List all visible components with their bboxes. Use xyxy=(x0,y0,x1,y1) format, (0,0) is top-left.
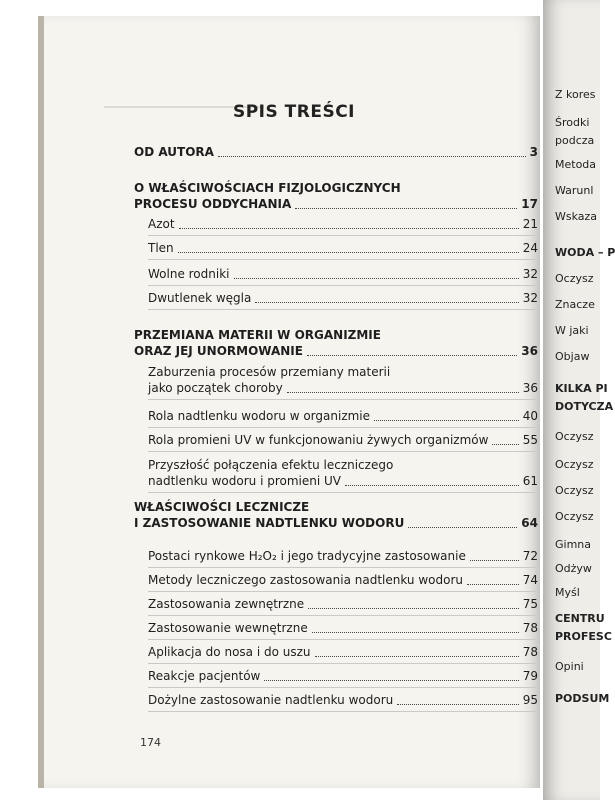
subsection-divider xyxy=(148,427,538,428)
right-page-entry-fragment: Gimna xyxy=(555,538,592,551)
toc-subsection-entry xyxy=(148,364,538,396)
toc-entry-line-continued xyxy=(148,364,538,380)
subsection-divider xyxy=(148,591,538,592)
right-page-entry-fragment: podcza xyxy=(555,134,595,147)
toc-entry-text: Metody leczniczego zastosowania nadtlenku wodoru xyxy=(148,573,463,587)
toc-entry-line xyxy=(148,266,538,282)
toc-page-ref: 64 xyxy=(521,516,538,530)
dot-leader xyxy=(397,704,518,705)
toc-page-ref: 55 xyxy=(522,433,538,447)
toc-subsection-entry xyxy=(148,408,538,424)
toc-entry-line-continued xyxy=(134,180,538,196)
subsection-divider xyxy=(148,663,538,664)
right-page-entry-fragment: Oczysz xyxy=(555,272,594,285)
toc-entry-text: Dwutlenek węgla xyxy=(148,291,252,305)
toc-entry-text: Wolne rodniki xyxy=(148,267,230,281)
toc-entry-line xyxy=(148,380,538,396)
toc-entry-line xyxy=(148,473,538,489)
page-number: 174 xyxy=(140,736,161,749)
toc-entry-line xyxy=(148,596,538,612)
toc-page-ref: 75 xyxy=(522,597,538,611)
subsection-divider xyxy=(148,687,538,688)
toc-page-ref: 78 xyxy=(522,621,538,635)
subsection-divider xyxy=(148,492,538,493)
subsection-divider xyxy=(148,711,538,712)
toc-entry-text: Tlen xyxy=(148,241,174,255)
subsection-divider xyxy=(148,567,538,568)
toc-page-ref: 79 xyxy=(522,669,538,683)
toc-entry-line xyxy=(148,216,538,232)
right-page-entry-fragment: Oczysz xyxy=(555,430,594,443)
right-page-heading-fragment: CENTRU xyxy=(555,612,605,625)
subsection-divider xyxy=(148,309,538,310)
toc-entry-line xyxy=(148,644,538,660)
toc-entry-line xyxy=(134,144,538,160)
toc-entry-text: I ZASTOSOWANIE NADTLENKU WODORU xyxy=(134,516,405,530)
dot-leader xyxy=(234,278,519,279)
dot-leader xyxy=(178,252,519,253)
toc-subsection-entry xyxy=(148,644,538,660)
dot-leader xyxy=(315,656,519,657)
toc-entry-text: Aplikacja do nosa i do uszu xyxy=(148,645,311,659)
dot-leader xyxy=(295,208,517,209)
toc-page-ref: 40 xyxy=(522,409,538,423)
toc-subsection-entry xyxy=(148,548,538,564)
toc-entry-text: Postaci rynkowe H₂O₂ i jego tradycyjne zastosowanie xyxy=(148,549,466,563)
toc-entry-text: jako początek choroby xyxy=(148,381,283,395)
toc-page-ref: 61 xyxy=(522,474,538,488)
right-page-heading-fragment: WODA – P xyxy=(555,246,615,259)
right-page-entry-fragment: Myśl xyxy=(555,586,580,599)
toc-entry-line xyxy=(148,572,538,588)
toc-entry-line xyxy=(148,668,538,684)
right-page-heading-fragment: DOTYCZA xyxy=(555,400,614,413)
toc-page-ref: 32 xyxy=(522,291,538,305)
toc-page-ref: 36 xyxy=(521,344,538,358)
right-page-heading-fragment: KILKA PI xyxy=(555,382,608,395)
right-page-entry-fragment: Wskaza xyxy=(555,210,598,223)
dot-leader xyxy=(470,560,519,561)
left-page xyxy=(38,16,540,788)
right-page-entry-fragment: Z kores xyxy=(555,88,596,101)
subsection-divider xyxy=(148,259,538,260)
toc-entry-line xyxy=(148,408,538,424)
toc-title: SPIS TREŚCI xyxy=(232,102,356,122)
toc-page-ref: 21 xyxy=(522,217,538,231)
dot-leader xyxy=(308,608,519,609)
toc-page-ref: 24 xyxy=(522,241,538,255)
toc-subsection-entry xyxy=(148,457,538,489)
right-page-entry-fragment: Oczysz xyxy=(555,484,594,497)
subsection-divider xyxy=(148,399,538,400)
right-page-entry-fragment: Znacze xyxy=(555,298,595,311)
right-page-entry-fragment: Metoda xyxy=(555,158,597,171)
toc-subsection-entry xyxy=(148,240,538,256)
dot-leader xyxy=(255,302,518,303)
toc-entry-line xyxy=(148,240,538,256)
toc-entry-line-continued xyxy=(134,499,538,515)
dot-leader xyxy=(307,355,517,356)
right-page xyxy=(543,0,615,800)
toc-entry-line-continued xyxy=(148,457,538,473)
right-page-entry-fragment: Warunl xyxy=(555,184,594,197)
toc-subsection-entry xyxy=(148,290,538,306)
subsection-divider xyxy=(148,639,538,640)
toc-page-ref: 78 xyxy=(522,645,538,659)
dot-leader xyxy=(264,680,518,681)
toc-entry-text: Reakcje pacjentów xyxy=(148,669,261,683)
toc-entry-line-continued xyxy=(134,327,538,343)
subsection-divider xyxy=(148,615,538,616)
toc-entry-text: PRZEMIANA MATERII W ORGANIZMIE xyxy=(134,328,381,342)
toc-subsection-entry xyxy=(148,620,538,636)
toc-page-ref: 36 xyxy=(522,381,538,395)
toc-entry-line xyxy=(134,515,538,531)
right-page-heading-fragment: PODSUM xyxy=(555,692,610,705)
toc-subsection-entry xyxy=(148,432,538,448)
toc-entry-text: ORAZ JEJ UNORMOWANIE xyxy=(134,344,303,358)
dot-leader xyxy=(492,444,518,445)
toc-page-ref: 95 xyxy=(522,693,538,707)
toc-entry-text: Zaburzenia procesów przemiany materii xyxy=(148,365,391,379)
toc-page-ref: 72 xyxy=(522,549,538,563)
right-page-entry-fragment: Odżyw xyxy=(555,562,592,575)
dot-leader xyxy=(312,632,519,633)
toc-entry-line xyxy=(148,692,538,708)
toc-page-ref: 32 xyxy=(522,267,538,281)
toc-subsection-entry xyxy=(148,216,538,232)
dot-leader xyxy=(408,527,517,528)
toc-entry-text: O WŁAŚCIWOŚCIACH FIZJOLOGICZNYCH xyxy=(134,181,401,195)
toc-page-ref: 3 xyxy=(529,145,538,159)
toc-entry-line xyxy=(134,343,538,359)
dot-leader xyxy=(374,420,519,421)
toc-subsection-entry xyxy=(148,668,538,684)
toc-entry-text: Rola promieni UV w funkcjonowaniu żywych organizmów xyxy=(148,433,489,447)
right-page-entry-fragment: W jaki xyxy=(555,324,589,337)
toc-subsection-entry xyxy=(148,596,538,612)
toc-subsection-entry xyxy=(148,266,538,282)
toc-entry-text: Rola nadtlenku wodoru w organizmie xyxy=(148,409,371,423)
dot-leader xyxy=(218,156,526,157)
toc-entry-text: OD AUTORA xyxy=(134,145,214,159)
toc-section-entry xyxy=(134,327,538,359)
toc-entry-text: WŁAŚCIWOŚCI LECZNICZE xyxy=(134,500,310,514)
right-page-entry-fragment: Oczysz xyxy=(555,458,594,471)
dot-leader xyxy=(467,584,519,585)
toc-entry-text: Azot xyxy=(148,217,175,231)
toc-subsection-entry xyxy=(148,692,538,708)
subsection-divider xyxy=(148,235,538,236)
toc-page-ref: 17 xyxy=(521,197,538,211)
toc-entry-text: nadtlenku wodoru i promieni UV xyxy=(148,474,342,488)
right-page-entry-fragment: Opini xyxy=(555,660,584,673)
toc-section-entry xyxy=(134,499,538,531)
dot-leader xyxy=(345,485,519,486)
toc-entry-text: Dożylne zastosowanie nadtlenku wodoru xyxy=(148,693,394,707)
toc-entry-text: Zastosowanie wewnętrzne xyxy=(148,621,308,635)
toc-page-ref: 74 xyxy=(522,573,538,587)
subsection-divider xyxy=(148,451,538,452)
toc-section-entry xyxy=(134,180,538,212)
toc-entry-line xyxy=(134,196,538,212)
right-page-entry-fragment: Środki xyxy=(555,116,590,129)
toc-entry-line xyxy=(148,432,538,448)
toc-section-entry xyxy=(134,144,538,160)
toc-subsection-entry xyxy=(148,572,538,588)
toc-entry-text: Zastosowania zewnętrzne xyxy=(148,597,305,611)
toc-entry-line xyxy=(148,290,538,306)
toc-entry-text: Przyszłość połączenia efektu leczniczego xyxy=(148,458,394,472)
dot-leader xyxy=(179,228,519,229)
right-page-entry-fragment: Oczysz xyxy=(555,510,594,523)
toc-entry-line xyxy=(148,548,538,564)
subsection-divider xyxy=(148,285,538,286)
toc-entry-line xyxy=(148,620,538,636)
right-page-heading-fragment: PROFESC xyxy=(555,630,612,643)
right-page-entry-fragment: Objaw xyxy=(555,350,590,363)
toc-entry-text: PROCESU ODDYCHANIA xyxy=(134,197,292,211)
dot-leader xyxy=(287,392,519,393)
